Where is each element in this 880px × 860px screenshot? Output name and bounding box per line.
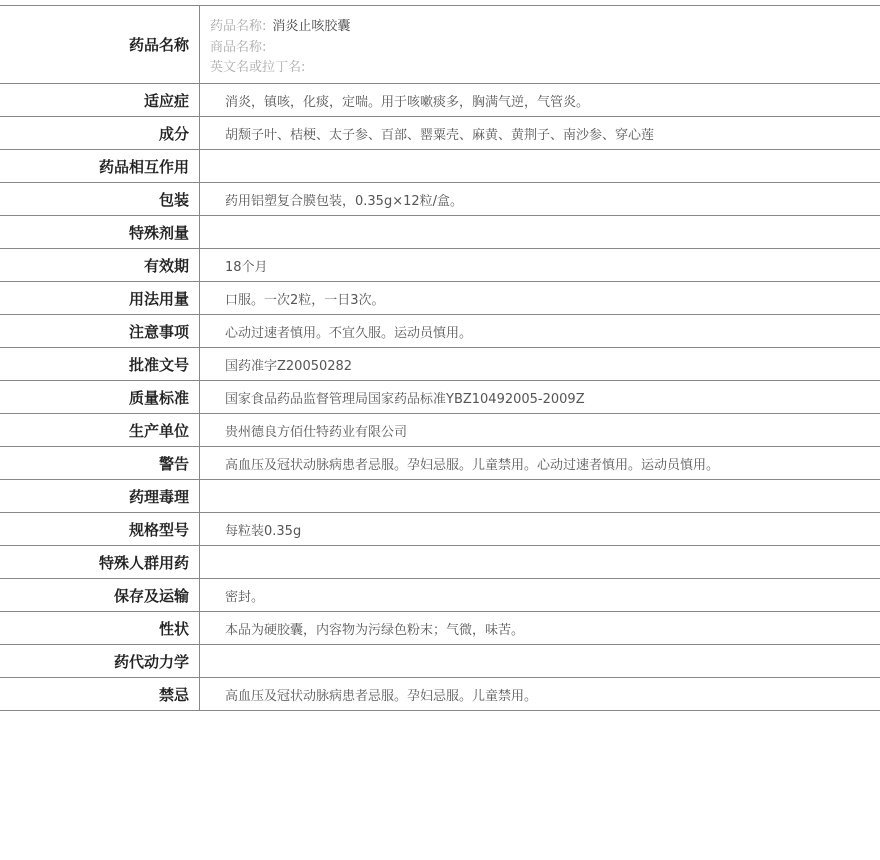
- table-row: [0, 414, 880, 447]
- table-row: [0, 645, 880, 678]
- row-value: 每粒装0.35g: [225, 523, 302, 539]
- row-label: 规格型号: [0, 513, 200, 545]
- table-row: [0, 480, 880, 513]
- row-value: 心动过速者慎用。不宜久服。运动员慎用。: [225, 325, 473, 341]
- table-row: [0, 678, 880, 711]
- row-label: 保存及运输: [0, 579, 200, 611]
- drug-name-block: [200, 6, 880, 83]
- trade-name-key: 商品名称:: [210, 39, 267, 55]
- row-label: 注意事项: [0, 315, 200, 347]
- drug-name-row: [0, 6, 880, 84]
- table-row: [0, 282, 880, 315]
- table-row: [0, 216, 880, 249]
- row-value: 药用铝塑复合膜包装，0.35g×12粒/盒。: [225, 193, 464, 209]
- row-value: 高血压及冠状动脉病患者忌服。孕妇忌服。儿童禁用。: [225, 688, 538, 704]
- row-value: [200, 480, 880, 512]
- table-row: [0, 381, 880, 414]
- row-label: 特殊剂量: [0, 216, 200, 248]
- table-row: [0, 546, 880, 579]
- drug-name-line: [210, 17, 880, 38]
- trade-name-line: [210, 38, 880, 59]
- row-value: 口服。一次2粒，一日3次。: [225, 292, 385, 308]
- row-value: 贵州德良方佰仕特药业有限公司: [225, 424, 408, 440]
- row-label: 药品相互作用: [0, 150, 200, 182]
- row-value: 消炎，镇咳，化痰，定喘。用于咳嗽痰多，胸满气逆，气管炎。: [225, 94, 590, 110]
- table-row: [0, 348, 880, 381]
- row-label: 成分: [0, 117, 200, 149]
- drug-name-value: 消炎止咳胶囊: [272, 19, 351, 34]
- row-label: 药代动力学: [0, 645, 200, 677]
- row-value: 本品为硬胶囊，内容物为污绿色粉末；气微，味苦。: [225, 622, 525, 638]
- row-label: 质量标准: [0, 381, 200, 413]
- row-value: 密封。: [225, 589, 265, 605]
- row-label: 批准文号: [0, 348, 200, 380]
- table-row: [0, 579, 880, 612]
- row-label: 性状: [0, 612, 200, 644]
- row-label: 特殊人群用药: [0, 546, 200, 578]
- table-row: [0, 513, 880, 546]
- row-value: [200, 546, 880, 578]
- row-label: 包装: [0, 183, 200, 215]
- row-label: 生产单位: [0, 414, 200, 446]
- row-value: 国药准字Z20050282: [225, 358, 353, 374]
- english-name-key: 英文名或拉丁名:: [210, 60, 306, 75]
- row-value: 18个月: [225, 259, 268, 275]
- table-row: [0, 447, 880, 480]
- table-row: [0, 249, 880, 282]
- row-value: 胡颓子叶、桔梗、太子参、百部、罂粟壳、麻黄、黄荆子、南沙参、穿心莲: [225, 127, 655, 143]
- table-row: [0, 183, 880, 216]
- row-label: 警告: [0, 447, 200, 479]
- row-label: 禁忌: [0, 678, 200, 710]
- table-row: [0, 84, 880, 117]
- row-label: 用法用量: [0, 282, 200, 314]
- row-value: [200, 645, 880, 677]
- drug-info-table: [0, 5, 880, 711]
- table-row: [0, 150, 880, 183]
- table-row: [0, 117, 880, 150]
- row-label: 药理毒理: [0, 480, 200, 512]
- row-value: [200, 216, 880, 248]
- table-row: [0, 612, 880, 645]
- table-row: [0, 315, 880, 348]
- row-value: 高血压及冠状动脉病患者忌服。孕妇忌服。儿童禁用。心动过速者慎用。运动员慎用。: [225, 457, 720, 473]
- row-label: 适应症: [0, 84, 200, 116]
- drug-name-key: 药品名称:: [210, 19, 267, 34]
- row-value: 国家食品药品监督管理局国家药品标准YBZ10492005-2009Z: [225, 391, 585, 407]
- row-label: 有效期: [0, 249, 200, 281]
- row-label: 药品名称: [0, 6, 200, 83]
- english-name-line: [210, 58, 880, 79]
- row-value: [200, 150, 880, 182]
